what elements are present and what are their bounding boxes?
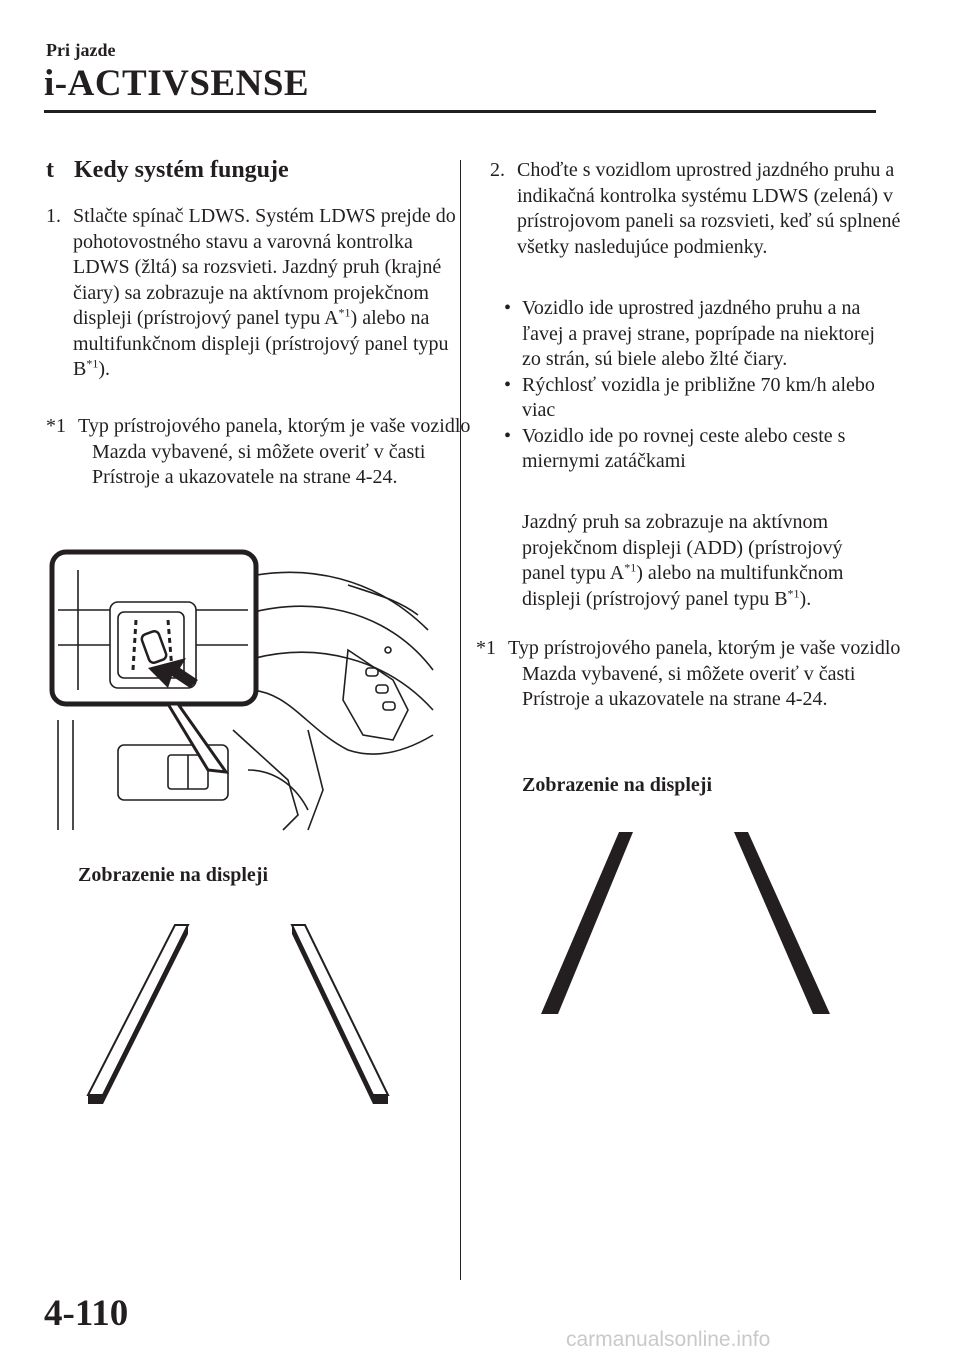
lane-lines-right [540, 830, 840, 1020]
display-note-a: Jazdný pruh sa zobrazuje na aktívnom projekčnom displeji (ADD) (prístrojový panel typu A [522, 511, 843, 584]
caption-left: Zobrazenie na displeji [78, 864, 269, 886]
step-1 [46, 204, 463, 383]
lane-line-left [541, 832, 633, 1014]
heading-marker: t [46, 157, 54, 183]
condition-item: • Vozidlo ide uprostred jazdného pruhu a na ľavej a pravej strane, poprípade na niektorej zo strán, sú biele alebo žlté čiary. [500, 296, 880, 373]
footnote-right-mark: *1 [476, 637, 496, 659]
watermark: carmanualsonline.info [566, 1328, 771, 1351]
step-2-number: 2. [490, 159, 505, 181]
step-2-text: Choďte s vozidlom uprostred jazdného pruhu a indikačná kontrolka systému LDWS (zelená) v prístrojovom paneli sa rozsvieti, keď sú splnené všetky nasledujúce podmienky. [517, 159, 901, 258]
page-number: 4-110 [44, 1293, 129, 1334]
header-rule [44, 110, 876, 113]
footnote-right-text: Typ prístrojového panela, ktorým je vaše vozidlo Mazda vybavené, si môžete overiť v časti Prístroje a ukazovatele na strane 4-24. [508, 637, 901, 710]
footnote-right [476, 636, 926, 713]
condition-item: • Vozidlo ide po rovnej ceste alebo ceste s miernymi zatáčkami [500, 424, 880, 475]
conditions-list [500, 296, 880, 475]
footnote-left-text: Typ prístrojového panela, ktorým je vaše vozidlo Mazda vybavené, si môžete overiť v časti Prístroje a ukazovatele na strane 4-24. [78, 415, 471, 488]
step-1-text-c: ). [98, 358, 111, 380]
display-note-b: ) alebo na multifunkčnom displeji (prístrojový panel typu B [522, 562, 844, 610]
caption-right: Zobrazenie na displeji [522, 774, 713, 796]
display-note [522, 510, 880, 612]
step-1-text-a: Stlačte spínač LDWS. Systém LDWS prejde do pohotovostného stavu a varovná kontrolka LDWS (žltá) sa rozsvieti. Jazdný pruh (krajné čiary) sa zobrazuje na aktívnom projekčnom displeji (prístrojový panel typu A [73, 205, 456, 329]
display-note-sup-2: *1 [787, 585, 800, 600]
step-2 [490, 158, 907, 260]
lane-line-right [734, 832, 830, 1014]
dashboard-illustration [48, 540, 438, 840]
section-heading [46, 157, 289, 184]
step-1-sup-1: *1 [338, 305, 351, 320]
step-1-text-b: ) alebo na multifunkčnom displeji (prístrojový panel typu B [73, 307, 449, 380]
chapter-title: i-ACTIVSENSE [44, 63, 310, 104]
footnote-left [46, 414, 472, 491]
condition-item: • Rýchlosť vozidla je približne 70 km/h alebo viac [500, 373, 880, 424]
step-1-number: 1. [46, 205, 61, 227]
section-label: Pri jazde [46, 40, 116, 60]
lane-line-right [292, 925, 388, 1104]
lane-line-left [88, 925, 188, 1104]
lane-lines-left [80, 920, 400, 1110]
step-1-sup-2: *1 [86, 356, 99, 371]
display-note-c: ). [799, 587, 812, 610]
display-note-sup-1: *1 [624, 560, 637, 575]
footnote-left-mark: *1 [46, 415, 66, 437]
heading-text: Kedy systém funguje [74, 157, 289, 183]
